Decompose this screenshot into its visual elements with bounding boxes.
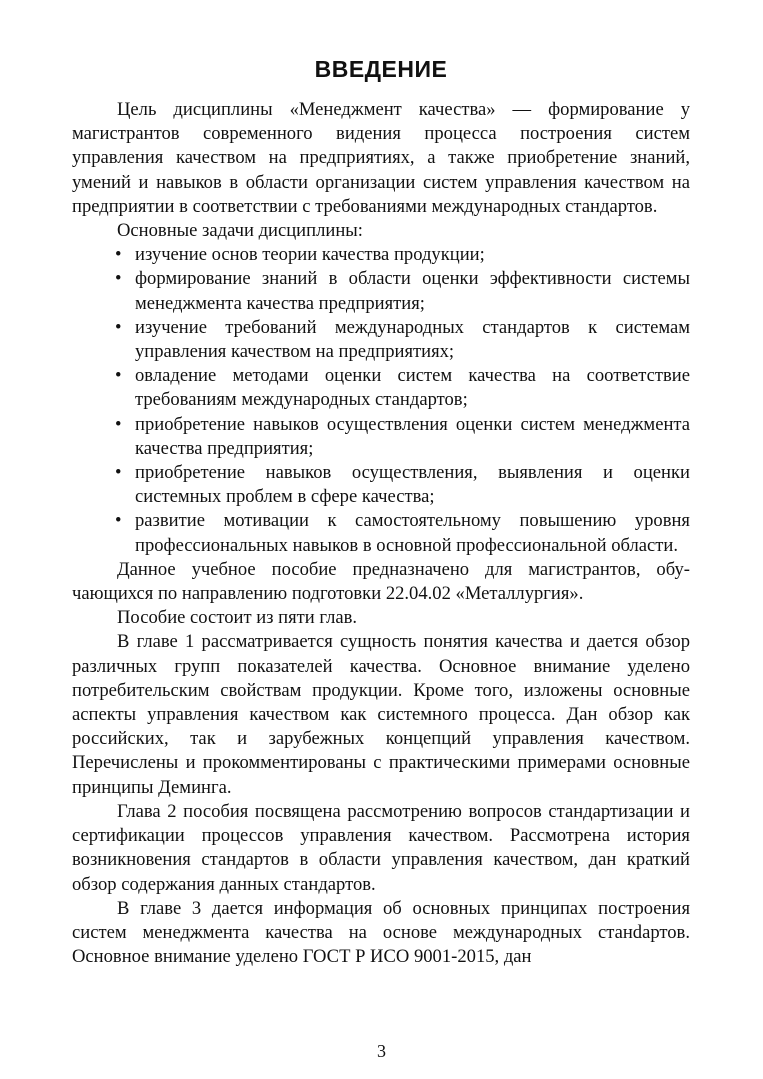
list-item-text: приобретение навыков осуществления оценки систем менеджмента качества предприятия; [135, 413, 690, 459]
paragraph-chapter-1: В главе 1 рассматривается сущность понятия качества и дается обзор различных групп показателей качества. Основное внимание уделено потребительским свойствам продукции. Кроме того, изложены основные аспекты управления качеством как системного процесса. Дан обзор как российских, так и зарубежных концепций управления качеством. Перечислены и прокомментированы с практическими примерами основные принципы Деминга. [72, 631, 690, 798]
list-item-text: формирование знаний в области оценки эффективности системы менеджмента качества предприятия; [135, 268, 690, 314]
paragraph-chapter-3: В главе 3 дается информация об основных принципах построения систем менеджмента качества на основе международных станdартов. Основное внимание уделено ГОСТ Р ИСО 9001-2015, дан [72, 897, 690, 968]
list-item-text: приобретение навыков осуществления, выявления и оценки системных проблем в сфере качества; [135, 462, 690, 508]
bullet-icon: • [115, 268, 122, 290]
page-title: ВВЕДЕНИЕ [314, 56, 448, 82]
list-item [72, 243, 690, 267]
bullet-icon: • [115, 413, 122, 435]
list-item-text: изучение основ теории качества продукции; [135, 244, 485, 266]
list-item [72, 461, 690, 509]
list-item [72, 413, 690, 461]
list-item [72, 316, 690, 364]
list-item-text: овладение методами оценки систем качества на соответствие требованиям международных стандартов; [135, 365, 690, 411]
list-item-text: изучение требований международных стандартов к системам управления качеством на предприятиях; [135, 316, 690, 363]
list-item [72, 509, 690, 557]
list-item [72, 267, 690, 315]
paragraph-goal: Цель дисциплины «Менеджмент качества» — формирование у магистрантов современного видения процесса построения систем управления качеством на предприятиях, а также приобретение знаний, умений и навыков в области организации систем управления качеством на предприятии в соответствии с требованиями международных стандартов. [72, 99, 690, 217]
paragraph-tasks-intro: Основные задачи дисциплины: [117, 220, 363, 242]
paragraph-structure: Пособие состоит из пяти глав. [117, 607, 358, 629]
list-item-text: развитие мотивации к самостоятельному повышению уровня профессиональных навыков в основной профессиональной области. [135, 510, 690, 556]
paragraph-audience: Данное учебное пособие предназначено для магистрантов, обучающихся по направлению подготовки 22.04.02 «Металлургия». [72, 558, 690, 605]
tasks-list [72, 243, 690, 558]
page-number: 3 [377, 1041, 386, 1061]
bullet-icon: • [115, 510, 122, 532]
bullet-icon: • [115, 365, 122, 387]
list-item [72, 364, 690, 412]
bullet-icon: • [115, 462, 122, 484]
bullet-icon: • [115, 244, 122, 266]
document-page [72, 54, 690, 969]
bullet-icon: • [115, 316, 122, 338]
paragraph-chapter-2: Глава 2 пособия посвящена рассмотрению вопросов стандартизации и сертификации процессов управления качеством. Рассмотрена история возникновения стандартов в области управления качеством, дан краткий обзор содержания данных стандартов. [72, 800, 690, 895]
